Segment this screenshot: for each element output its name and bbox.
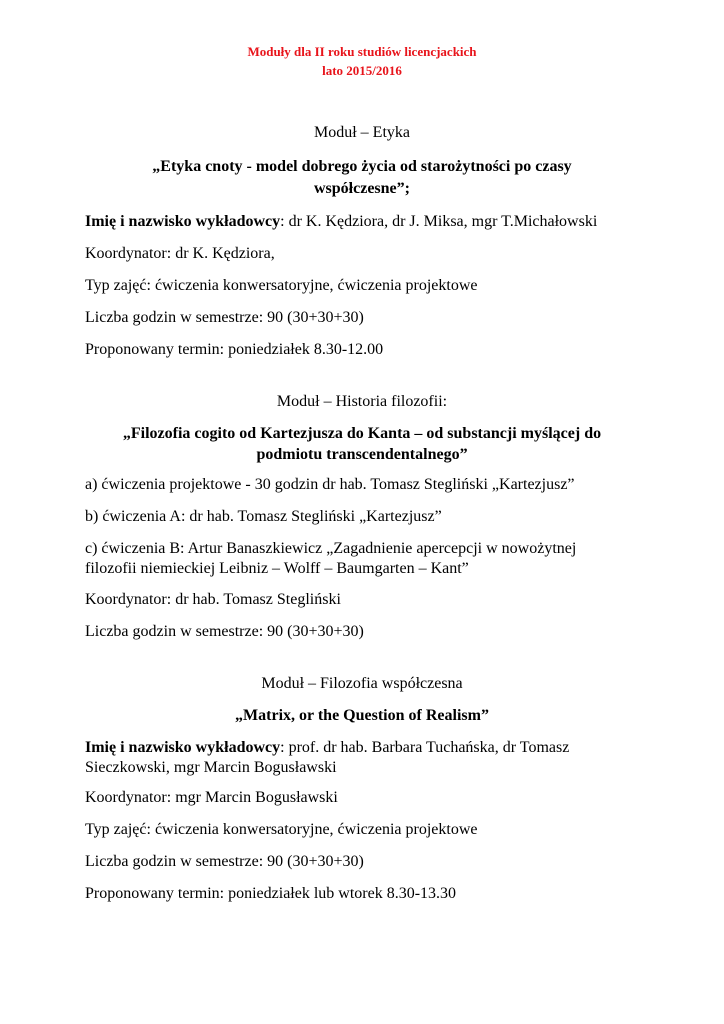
module-history-item-b: b) ćwiczenia A: dr hab. Tomasz Stegliński „Kartezjusz” xyxy=(85,508,442,525)
document-title: Moduły dla II roku studiów licencjackich xyxy=(247,44,477,59)
document-subtitle: lato 2015/2016 xyxy=(322,63,402,78)
module-history-title-line2: podmiotu transcendentalnego” xyxy=(256,446,468,463)
module-history-item-c-line1: c) ćwiczenia B: Artur Banaszkiewicz „Zagadnienie apercepcji w nowożytnej xyxy=(85,540,577,557)
module-ethics-term: Proponowany termin: poniedziałek 8.30-12.00 xyxy=(85,341,384,358)
module-ethics-class-type: Typ zajęć: ćwiczenia konwersatoryjne, ćwiczenia projektowe xyxy=(85,277,478,294)
module-contemporary-hours: Liczba godzin w semestrze: 90 (30+30+30) xyxy=(85,853,364,870)
module-history-hours: Liczba godzin w semestrze: 90 (30+30+30) xyxy=(85,623,364,640)
lecturer-names: : dr K. Kędziora, dr J. Miksa, mgr T.Michałowski xyxy=(280,213,598,230)
module-contemporary-coordinator: Koordynator: mgr Marcin Bogusławski xyxy=(85,789,338,806)
module-history-coordinator: Koordynator: dr hab. Tomasz Stegliński xyxy=(85,591,341,608)
module-contemporary-title: „Matrix, or the Question of Realism” xyxy=(235,707,489,724)
lecturer-names: : prof. dr hab. Barbara Tuchańska, dr Tomasz xyxy=(280,739,570,756)
module-history-item-c-line2: filozofii niemieckiej Leibniz – Wolff – Baumgarten – Kant” xyxy=(85,560,469,577)
lecturer-label: Imię i nazwisko wykładowcy xyxy=(85,739,281,756)
module-ethics-heading: Moduł – Etyka xyxy=(314,124,410,141)
module-ethics-hours: Liczba godzin w semestrze: 90 (30+30+30) xyxy=(85,309,364,326)
module-ethics-title-line2: współczesne”; xyxy=(314,180,410,197)
module-ethics-lecturers xyxy=(85,212,597,232)
module-ethics-coordinator: Koordynator: dr K. Kędziora, xyxy=(85,245,275,262)
module-contemporary-heading: Moduł – Filozofia współczesna xyxy=(261,675,463,692)
module-contemporary-lecturers-line2: Sieczkowski, mgr Marcin Bogusławski xyxy=(85,759,337,776)
module-contemporary-term: Proponowany termin: poniedziałek lub wtorek 8.30-13.30 xyxy=(85,885,457,902)
lecturer-label: Imię i nazwisko wykładowcy xyxy=(85,213,281,230)
module-contemporary-lecturers-line1 xyxy=(85,738,569,758)
module-ethics-title-line1: „Etyka cnoty - model dobrego życia od starożytności po czasy xyxy=(152,158,572,175)
module-history-title-line1: „Filozofia cogito od Kartezjusza do Kanta – od substancji myślącej do xyxy=(122,425,602,442)
module-history-item-a: a) ćwiczenia projektowe - 30 godzin dr hab. Tomasz Stegliński „Kartezjusz” xyxy=(85,476,575,493)
module-history-heading: Moduł – Historia filozofii: xyxy=(276,393,448,410)
module-contemporary-class-type: Typ zajęć: ćwiczenia konwersatoryjne, ćwiczenia projektowe xyxy=(85,821,478,838)
